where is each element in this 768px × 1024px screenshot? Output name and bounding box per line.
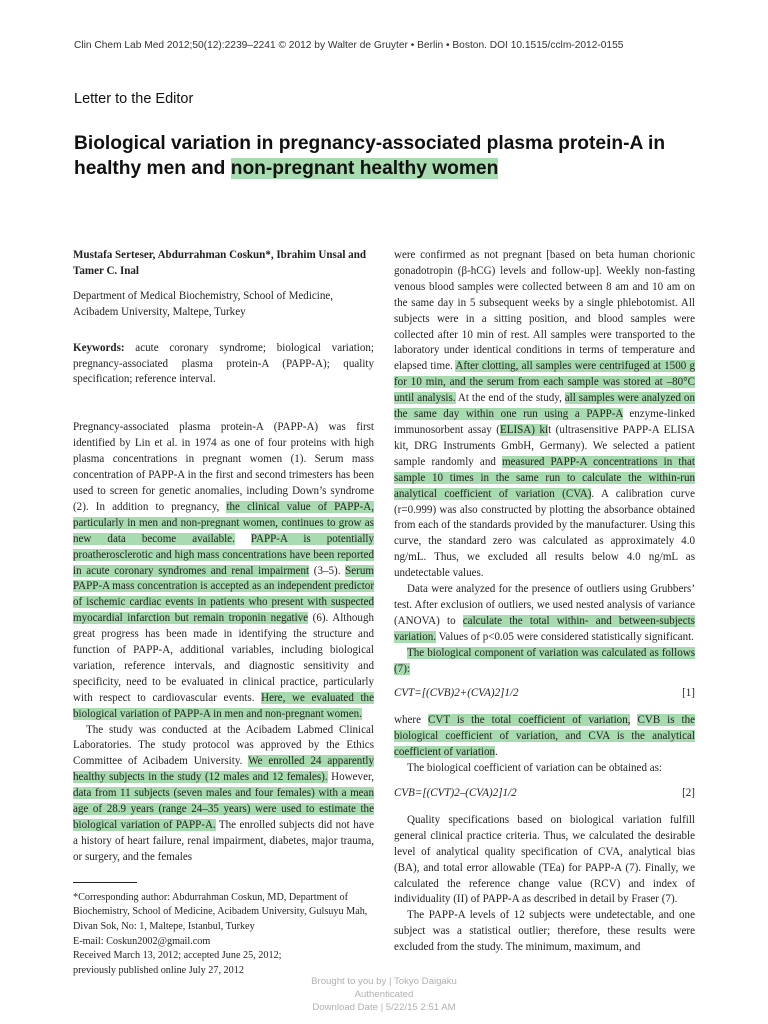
title-text: Biological variation in pregnancy-associated plasma protein-A in healthy men and — [74, 133, 666, 179]
text-run: Data were analyzed for the presence of outliers using Grubbers’ test. After exclusion of outliers, we used nested analysis of variance (ANOVA) to — [394, 583, 695, 627]
body-paragraph-intro — [73, 420, 374, 722]
keywords-text: acute coronary syndrome; biological variation; pregnancy-associated plasma protein-A (PAPP-A); quality specification; reference interval. — [73, 341, 374, 386]
highlight: calculate the total within- and between-subjects variation. — [394, 614, 695, 643]
text-run: t (ultrasensitive PAPP-A ELISA kit, DRG Instruments GmbH, Germany). We selected a patient sample randomly and — [394, 423, 695, 468]
body-paragraph-analysis — [394, 582, 695, 646]
text-run: (3–5). — [309, 564, 346, 577]
footnote-divider — [73, 882, 137, 883]
body-paragraph-study — [73, 723, 374, 866]
highlight: The biological component of variation was calculated as follows (7): — [394, 646, 695, 675]
highlight: the clinical value of PAPP-A, particularly in men and non-pregnant women, continues to grow as new data become available. — [73, 500, 374, 545]
highlight: measured PAPP-A concentrations in that sample 10 times in the same run to calculate the within-run analytical coefficient of variation (CVA) — [394, 455, 695, 500]
text-run: were confirmed as not pregnant [based on beta human chorionic gonadotropin (β-hCG) levels and follow-up]. Weekly non-fasting venous blood samples were collected between 8 am and 10 am on the same day in 5 subsequent weeks by a single phlebotomist. All subjects were in a sitting position, and blood samples were collected after 10 min of rest. All samples were transported to the laboratory under identical conditions in terms of temperature and elapsed time. — [394, 249, 695, 373]
text-run: . — [495, 746, 498, 759]
download-watermark — [0, 976, 768, 1014]
equation-1 — [394, 686, 695, 702]
text-run: The study was conducted at the Acibadem Labmed Clinical Laboratories. The study protocol was approved by the Ethics Committee of Acibadem University. — [73, 723, 374, 768]
text-run: . A calibration curve (r=0.999) was also constructed by plotting the absorbance obtained from each of the standards provided by the manufacturer. Using this curve, the standard zero was calculated as approximately 4.0 ng/mL. Thus, we excluded all results below 4.0 ng/mL as undetectable values. — [394, 487, 696, 580]
title-highlight: non-pregnant healthy women — [230, 158, 499, 179]
section-label: Letter to the Editor — [74, 91, 194, 107]
text-run: Values of p<0.05 were considered statistically significant. — [436, 630, 694, 643]
text-run — [235, 533, 251, 545]
equation-2-formula: CVB=[(CVT)2–(CVA)2]1/2 — [394, 787, 517, 799]
corresponding-author: *Corresponding author: Abdurrahman Coskun, MD, Department of Biochemistry, School of Medicine, Acibadem University, Gulsuyu Mah, Divan Sok, No: 1, Maltepe, Istanbul, Turkey — [73, 891, 368, 932]
keywords-label: Keywords: — [73, 341, 125, 354]
keywords — [73, 341, 374, 389]
author-list: Mustafa Serteser, Abdurrahman Coskun*, Ibrahim Unsal and Tamer C. Inal — [73, 249, 366, 277]
highlight: ELISA) ki — [499, 423, 549, 436]
footnote — [73, 891, 374, 979]
body-paragraph-cvb: The biological coefficient of variation can be obtained as: — [407, 762, 663, 775]
received-date: Received March 13, 2012; accepted June 25, 2012; — [73, 950, 282, 962]
highlight: After clotting, all samples were centrifuged at 1500 g for 10 min, and the serum from each sample was stored at –80°C until analysis. — [394, 360, 695, 405]
highlight: all samples were analyzed on the same day within one run using a PAPP-A — [394, 392, 695, 421]
highlight: data from 11 subjects (seven males and four females) with a mean age of 28.9 years (range 24–35 years) were used to estimate the biological variation of PAPP-A. — [73, 787, 374, 831]
highlight: CVT is the total coefficient of variation, — [427, 714, 631, 727]
watermark-line-2: Authenticated — [354, 988, 414, 1000]
body-paragraph-methods — [394, 248, 695, 582]
highlight: We enrolled 24 apparently healthy subjects in the study (12 males and 12 females). — [73, 755, 374, 784]
equation-1-number: [1] — [682, 687, 695, 700]
journal-citation-header: Clin Chem Lab Med 2012;50(12):2239–2241 © 2012 by Walter de Gruyter • Berlin • Boston. DOI 10.1515/cclm-2012-0155 — [74, 40, 624, 51]
equation-2 — [394, 786, 695, 802]
highlight: CVB is the biological coefficient of variation, and CVA is the analytical coefficient of variation — [394, 714, 696, 759]
left-column — [73, 248, 374, 978]
equation-1-formula: CVT=[(CVB)2+(CVA)2]1/2 — [394, 687, 519, 700]
body-paragraph-results: The PAPP-A levels of 12 subjects were undetectable, and one subject was a statistical outlier; therefore, these results were excluded from the study. The minimum, maximum, and — [394, 909, 695, 954]
highlight: PAPP-A is potentially proatherosclerotic and high mass concentrations have been reported in acute coronary syndromes and renal impairment — [73, 532, 374, 577]
body-paragraph-quality: Quality specifications based on biological variation fulfill general clinical practice criteria. Thus, we calculated the desirable level of analytical quality specification of CVA, analytical bias (BA), and total error allowable (TEa) for PAPP-A (7). Finally, we calculated the reference change value (RCV) and index of individuality (II) of PAPP-A as described in detail by Fraser (7). — [394, 813, 695, 906]
body-paragraph-biological — [394, 646, 695, 678]
equation-2-number: [2] — [682, 787, 695, 799]
article-title — [74, 131, 714, 181]
text-run: where — [394, 714, 428, 727]
body-paragraph-definitions — [394, 713, 695, 761]
right-column — [394, 248, 695, 956]
affiliation: Department of Medical Biochemistry, School of Medicine, Acibadem University, Maltepe, Turkey — [73, 289, 334, 318]
text-run: Pregnancy-associated plasma protein-A (PAPP-A) was first identified by Lin et al. in 1974 as one of four proteins with high plasma concentrations in pregnant women (1). Serum mass concentration of PAPP-A in the first and second trimesters has been used to screen for genetic anomalies, including Down’s syndrome (2). In addition to pregnancy, — [73, 421, 374, 513]
text-run: (6). Although great progress has been made in identifying the structure and function of PAPP-A, additional variables, including biological variation, reference intervals, and diagnostic sensitivity and specificity, need to be evaluated in clinical practice, particularly with respect to cardiovascular events. — [73, 612, 374, 704]
highlight: Serum PAPP-A mass concentration is accepted as an independent predictor of ischemic cardiac events in patients who present with suspected myocardial infarction but remain troponin negative — [73, 564, 374, 625]
text-run: However, — [327, 771, 374, 784]
text-run: The enrolled subjects did not have a history of heart failure, renal impairment, diabetes, major trauma, or surgery, and the females — [73, 819, 374, 863]
author-email: E-mail: Coskun2002@gmail.com — [73, 935, 211, 947]
text-run: At the end of the study, — [455, 392, 565, 405]
highlight: Here, we evaluated the biological variation of PAPP-A in men and non-pregnant women. — [73, 691, 374, 720]
text-run: enzyme-linked immunosorbent assay ( — [394, 408, 695, 436]
published-date: previously published online July 27, 2012 — [73, 964, 244, 976]
watermark-line-1: Brought to you by | Tokyo Daigaku — [311, 976, 457, 987]
watermark-line-3: Download Date | 5/22/15 2:51 AM — [312, 1001, 456, 1013]
